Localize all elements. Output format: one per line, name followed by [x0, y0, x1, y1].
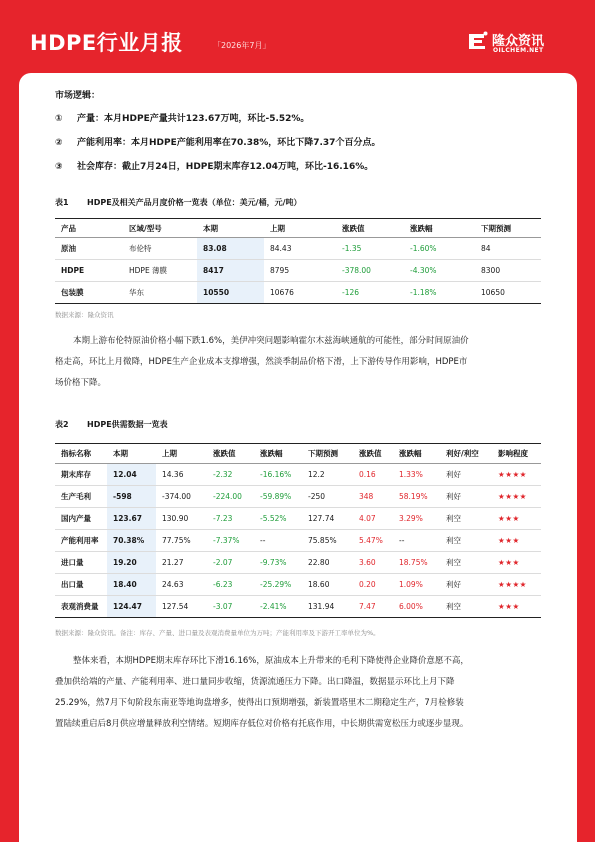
cell: -4.30%	[410, 266, 437, 275]
cell: 1.33%	[399, 470, 423, 479]
table-row	[55, 260, 541, 282]
column-header: 本期	[113, 449, 128, 458]
cell: 原油	[61, 244, 76, 253]
analysis-paragraph-1	[55, 331, 469, 394]
table-row	[55, 552, 541, 574]
column-header: 上期	[162, 449, 177, 458]
cell: 出口量	[61, 580, 84, 589]
cell: -2.41%	[260, 602, 287, 611]
cell: 7.47	[359, 602, 376, 611]
cell: 期末库存	[61, 470, 91, 479]
cell: -224.00	[213, 492, 242, 501]
table2-caption: 表2 HDPE供需数据一览表	[55, 420, 168, 429]
column-header: 涨跌幅	[260, 449, 283, 458]
cell: 国内产量	[61, 514, 91, 523]
cell: 利好	[446, 580, 461, 589]
table-row	[55, 282, 541, 304]
cell: -3.07	[213, 602, 233, 611]
cell: -2.32	[213, 470, 233, 479]
cell: 10676	[270, 288, 294, 297]
cell: 123.67	[107, 508, 156, 530]
logic-point-utilization: ② 产能利用率：本月HDPE产能利用率在70.38%，环比下降7.37个百分点。	[55, 138, 381, 148]
cell: 84.43	[270, 244, 292, 253]
impact-stars: ★★★★	[498, 492, 527, 501]
cell: 0.16	[359, 470, 376, 479]
price-table	[55, 218, 541, 304]
table1-source: 数据来源：隆众资讯	[55, 311, 114, 319]
cell: -5.52%	[260, 514, 287, 523]
column-header: 上期	[270, 223, 285, 233]
table-row	[55, 574, 541, 596]
cell: 3.60	[359, 558, 376, 567]
report-title: HDPE行业月报	[30, 31, 183, 55]
table-row	[55, 508, 541, 530]
impact-stars: ★★★	[498, 514, 520, 523]
cell: 利空	[446, 536, 461, 545]
market-logic-heading: 市场逻辑：	[55, 91, 101, 101]
table-header-row	[55, 444, 541, 464]
cell: 127.54	[162, 602, 189, 611]
cell: -7.23	[213, 514, 233, 523]
oilchem-logo	[466, 30, 576, 56]
cell: 表观消费量	[61, 602, 99, 611]
cell: 5.47%	[359, 536, 383, 545]
cell: -59.89%	[260, 492, 292, 501]
column-header: 下期预测	[481, 223, 511, 233]
cell: -16.16%	[260, 470, 292, 479]
table-row	[55, 530, 541, 552]
column-header: 利好/利空	[446, 449, 479, 458]
cell: --	[260, 536, 266, 545]
cell: 75.85%	[308, 536, 337, 545]
cell: 8417	[197, 260, 264, 282]
cell: 包装膜	[61, 288, 84, 297]
cell: -126	[342, 288, 360, 297]
impact-stars: ★★★	[498, 536, 520, 545]
paragraph-line: 格走高，环比上月微降，HDPE生产企业成本支撑增强，然淡季制品价格下滑，上下游传导作用影响，HDPE市	[55, 357, 468, 367]
analysis-paragraph-2	[55, 651, 469, 735]
cell: 18.75%	[399, 558, 428, 567]
paragraph-line: 场价格下降。	[55, 378, 107, 388]
cell: 18.40	[107, 574, 156, 596]
cell: 8795	[270, 266, 290, 275]
cell: 348	[359, 492, 374, 501]
supply-demand-table	[55, 443, 541, 618]
cell: -598	[107, 486, 156, 508]
column-header: 指标名称	[61, 449, 91, 458]
paragraph-line: 25.29%，然7月下旬阶段东南亚等地询盘增多，使得出口预期增强，新装置塔里木二期稳定生产，7月检修装	[55, 698, 464, 708]
logic-point-inventory: ③ 社会库存：截止7月24日，HDPE期末库存12.04万吨，环比-16.16%。	[55, 162, 374, 172]
cell: 8300	[481, 266, 501, 275]
logic-point-output: ① 产量：本月HDPE产量共计123.67万吨，环比-5.52%。	[55, 114, 310, 124]
cell: 6.00%	[399, 602, 423, 611]
cell: -9.73%	[260, 558, 287, 567]
cell: 利空	[446, 558, 461, 567]
cell: 14.36	[162, 470, 184, 479]
cell: -374.00	[162, 492, 191, 501]
cell: -1.35	[342, 244, 362, 253]
cell: 利空	[446, 514, 461, 523]
table-row	[55, 596, 541, 618]
logo-mark-icon	[466, 30, 488, 52]
table-header-row	[55, 219, 541, 238]
cell: -7.37%	[213, 536, 240, 545]
cell: 10550	[197, 282, 264, 304]
cell: -6.23	[213, 580, 233, 589]
cell: 0.20	[359, 580, 376, 589]
cell: 10650	[481, 288, 505, 297]
cell: 18.60	[308, 580, 330, 589]
cell: -1.18%	[410, 288, 437, 297]
cell: 利好	[446, 492, 461, 501]
column-header: 涨跌值	[213, 449, 236, 458]
cell: 131.94	[308, 602, 335, 611]
cell: 利好	[446, 470, 461, 479]
table-row	[55, 464, 541, 486]
impact-stars: ★★★★	[498, 470, 527, 479]
cell: -250	[308, 492, 326, 501]
column-header: 下期预测	[308, 449, 338, 458]
cell: 1.09%	[399, 580, 423, 589]
column-header: 涨跌幅	[410, 223, 433, 233]
table-row	[55, 486, 541, 508]
cell: 华东	[129, 288, 144, 297]
cell: 利空	[446, 602, 461, 611]
cell: 70.38%	[107, 530, 156, 552]
cell: 83.08	[197, 238, 264, 260]
cell: 3.29%	[399, 514, 423, 523]
cell: --	[399, 536, 405, 545]
cell: 12.04	[107, 464, 156, 486]
paragraph-line: 整体来看，本期HDPE期末库存环比下滑16.16%，原油成本上升带来的毛利下降使得企业降价意愿不高，	[73, 656, 469, 666]
impact-stars: ★★★	[498, 558, 520, 567]
column-header: 影响程度	[498, 449, 528, 458]
column-header: 涨跌值	[359, 449, 382, 458]
column-header: 涨跌幅	[399, 449, 422, 458]
cell: 24.63	[162, 580, 184, 589]
cell: HDPE 薄膜	[129, 266, 168, 275]
paragraph-line: 置陆续重启后8月供应增量释放利空情绪。短期库存低位对价格有托底作用，中长期供需宽松压力或逐步显现。	[55, 719, 469, 729]
content-card	[19, 73, 577, 842]
column-header: 涨跌值	[342, 223, 365, 233]
table2-source: 数据来源：隆众资讯。备注：库存、产量、进口量及表观消费量单位为万吨；产能利用率及下游开工率单位为%。	[55, 629, 380, 637]
column-header: 区域/型号	[129, 223, 162, 233]
table1-caption: 表1 HDPE及相关产品月度价格一览表（单位：美元/桶，元/吨）	[55, 198, 302, 207]
cell: -378.00	[342, 266, 371, 275]
cell: -2.07	[213, 558, 233, 567]
cell: 21.27	[162, 558, 184, 567]
impact-stars: ★★★	[498, 602, 520, 611]
cell: 产能利用率	[61, 536, 99, 545]
cell: 84	[481, 244, 491, 253]
cell: 22.80	[308, 558, 330, 567]
report-date: 「2026年7月」	[213, 41, 271, 50]
cell: 58.19%	[399, 492, 428, 501]
cell: 130.90	[162, 514, 189, 523]
cell: 12.2	[308, 470, 325, 479]
cell: 124.47	[107, 596, 156, 618]
report-header	[0, 0, 595, 82]
paragraph-line: 叠加供给端的产量、产能利用率、进口量同步收缩，货源流通压力下降。出口降温，数据显示环比上月下降	[55, 677, 455, 687]
cell: HDPE	[61, 266, 85, 275]
logo-text-cn: 隆众资讯	[492, 34, 545, 49]
table-row	[55, 238, 541, 260]
cell: 19.20	[107, 552, 156, 574]
impact-stars: ★★★★	[498, 580, 527, 589]
cell: 127.74	[308, 514, 335, 523]
cell: 进口量	[61, 558, 84, 567]
cell: -25.29%	[260, 580, 292, 589]
column-header: 产品	[61, 223, 76, 233]
cell: 布伦特	[129, 244, 152, 253]
cell: 4.07	[359, 514, 376, 523]
cell: 77.75%	[162, 536, 191, 545]
logo-text-en: OILCHEM.NET	[493, 47, 544, 54]
column-header: 本期	[203, 223, 218, 233]
paragraph-line: 本期上游布伦特原油价格小幅下跌1.6%，美伊冲突问题影响霍尔木兹海峡通航的可能性，部分时间原油价	[73, 336, 469, 346]
cell: 生产毛利	[61, 492, 91, 501]
cell: -1.60%	[410, 244, 437, 253]
